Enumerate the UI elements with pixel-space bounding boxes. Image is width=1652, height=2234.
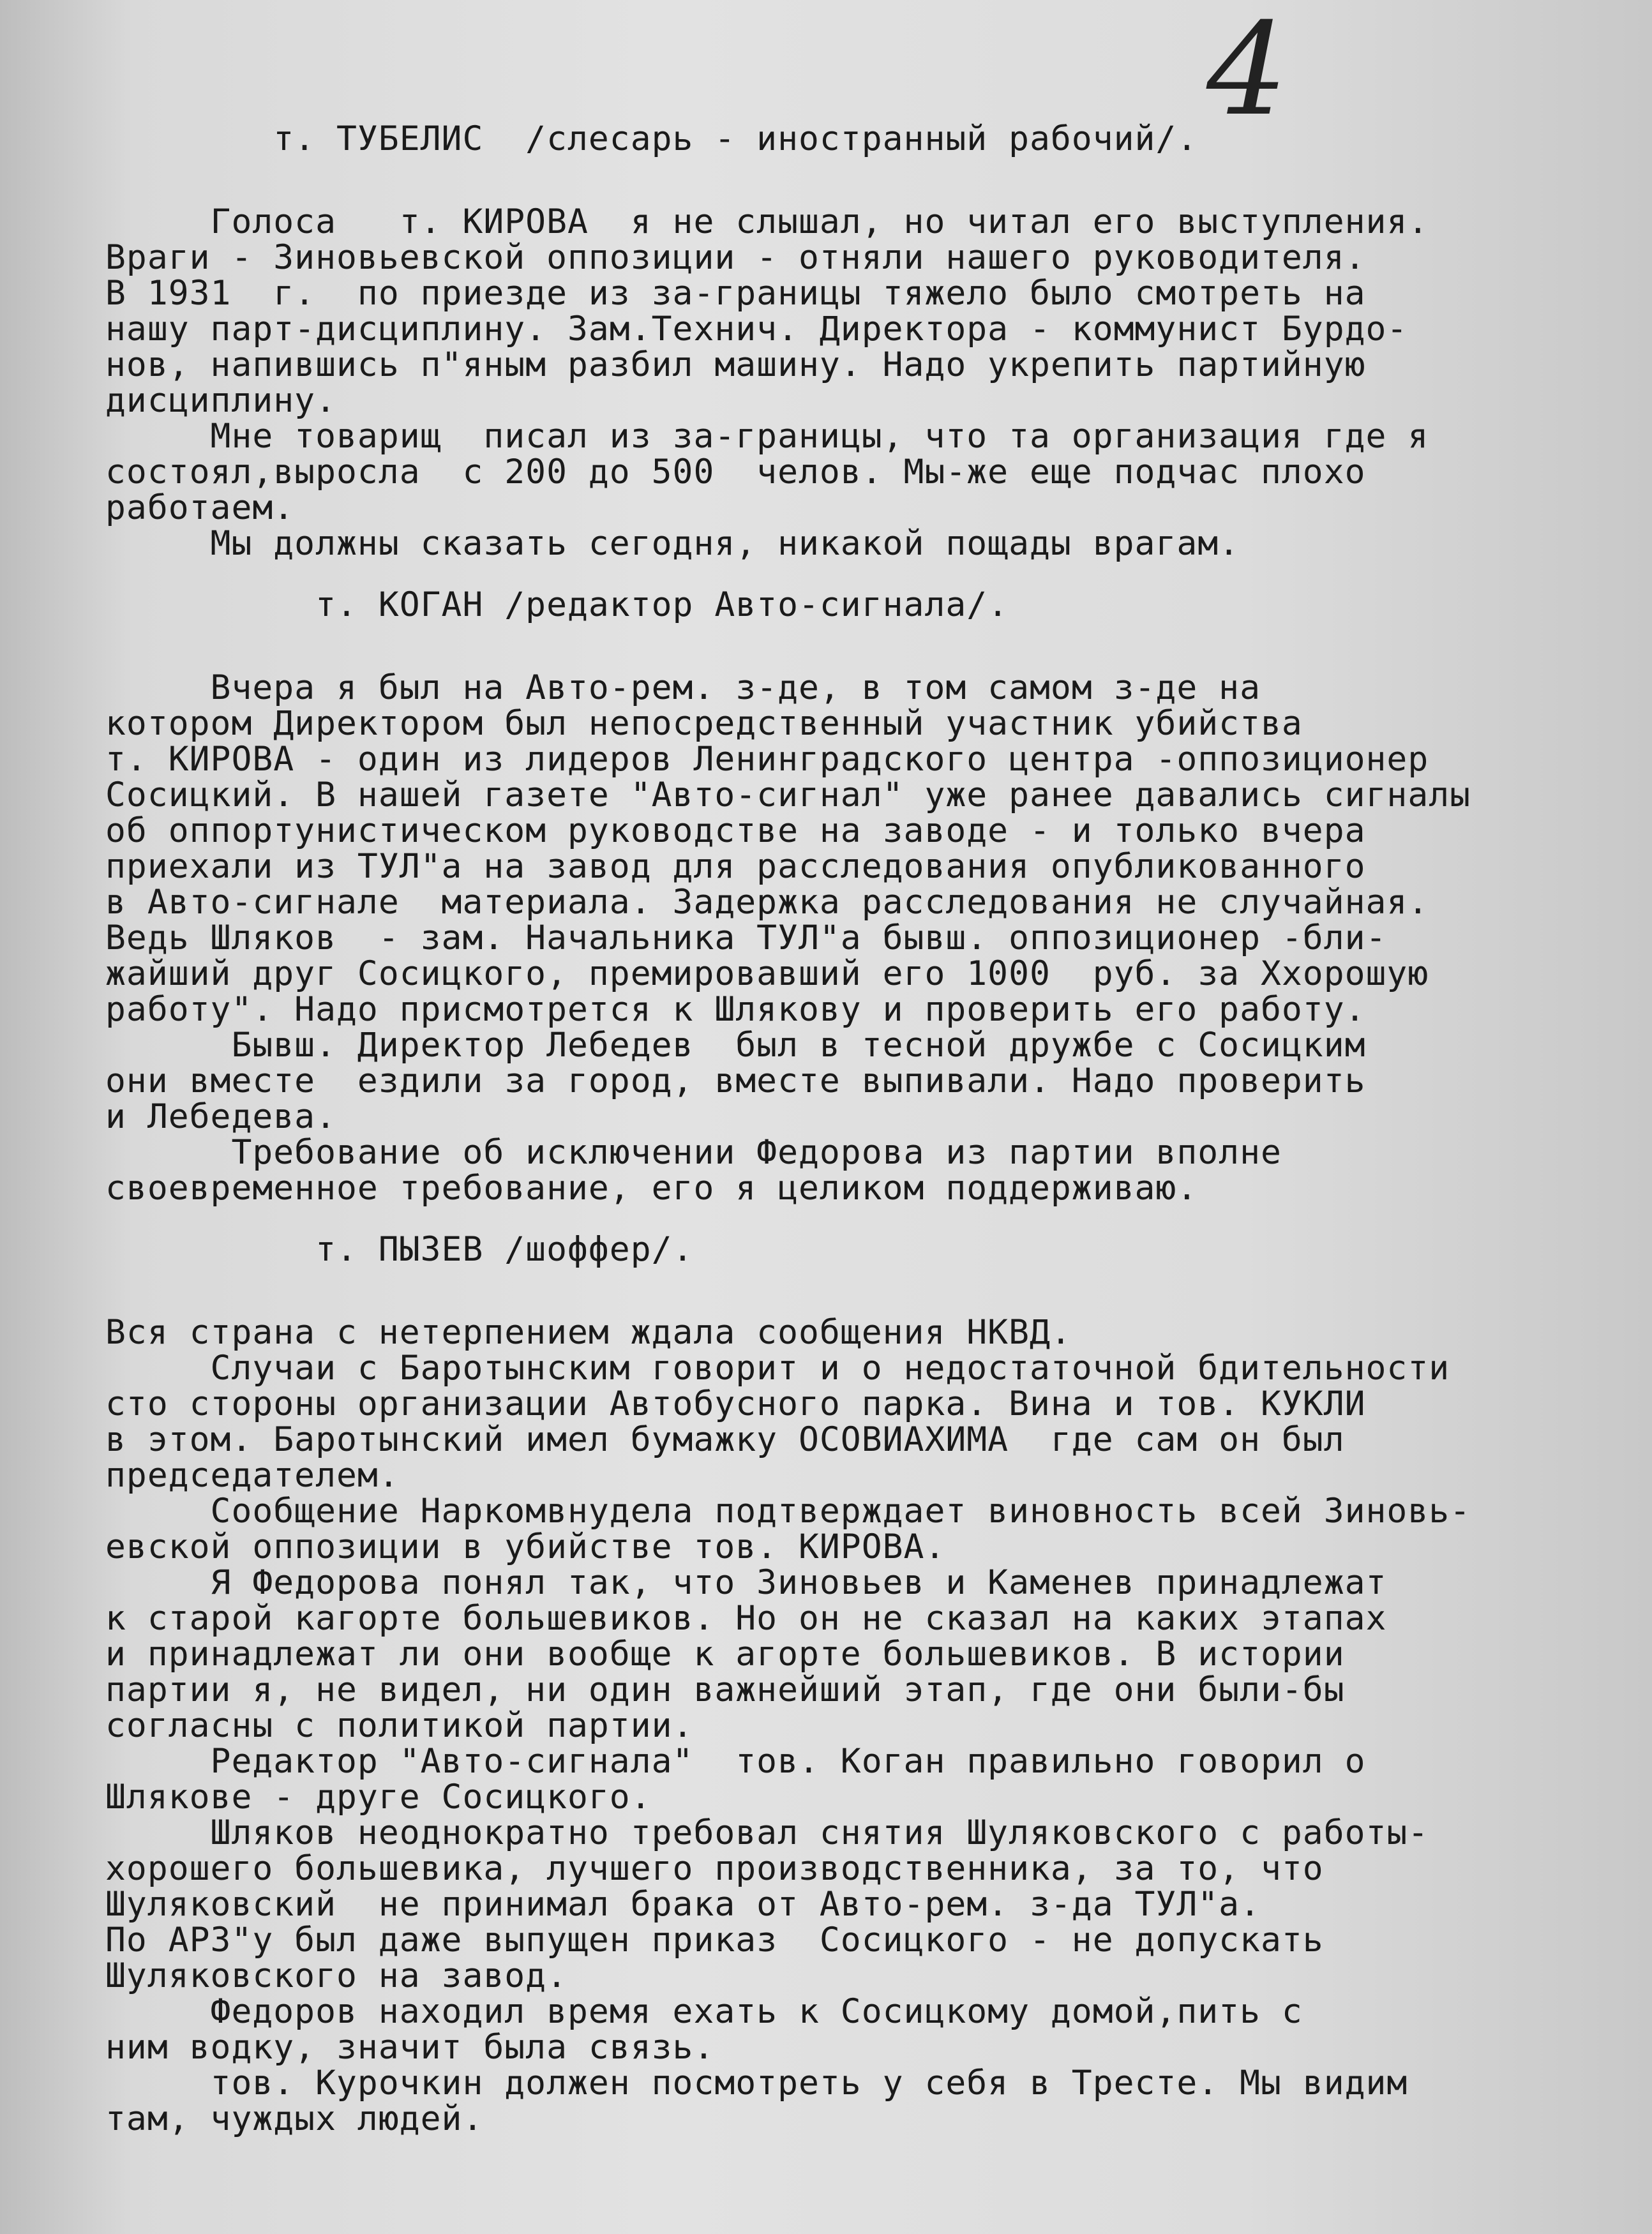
text-line: в Авто-сигнале материала. Задержка расследования не случайная. [105,883,1429,922]
text-line: своевременное требование, его я целиком поддерживаю. [105,1169,1198,1208]
text-line: работу". Надо присмотрется к Шлякову и проверить его работу. [105,990,1366,1029]
text-line: работаем. [105,488,295,527]
text-line: к старой кагорте большевиков. Но он не сказал на каких этапах [105,1599,1387,1638]
page-number: 4 [1206,0,1288,144]
block-gap [105,96,1548,121]
text-line: и Лебедева. [105,1097,336,1136]
text-line: ним водку, значит была связь. [105,2028,715,2067]
text-line: Мне товарищ писал из за-границы, что та организация где я [105,417,1429,456]
text-line: они вместе ездили за город, вместе выпивали. Надо проверить [105,1061,1366,1100]
text-line: Случаи с Баротынским говорит и о недостаточной бдительности [105,1349,1450,1388]
text-line: Я Федорова понял так, что Зиновьев и Каменев принадлежат [105,1563,1387,1602]
document-body [105,96,1548,2137]
text-line: Ведь Шляков - зам. Начальника ТУЛ"а бывш. оппозиционер -бли- [105,918,1387,957]
text-line: состоял,выросла с 200 до 500 челов. Мы-же еще подчас плохо [105,453,1366,491]
text-line: в этом. Баротынский имел бумажку ОСОВИАХИМА где сам он был [105,1420,1345,1459]
text-line: об оппортунистическом руководстве на заводе - и только вчера [105,811,1366,850]
block-gap [105,1268,1548,1315]
text-line: Вчера я был на Авто-рем. з-де, в том самом з-де на [105,668,1261,707]
text-line: жайший друг Сосицкого, премировавший его 1000 руб. за Ххорошую [105,954,1429,993]
text-line: и принадлежат ли они вообще к агорте большевиков. В истории [105,1635,1345,1674]
text-line: там, чуждых людей. [105,2099,484,2138]
text-line: партии я, не видел, ни один важнейший этап, где они были-бы [105,1670,1345,1709]
text-line: Редактор "Авто-сигнала" тов. Коган правильно говорил о [105,1742,1366,1781]
text-line: приехали из ТУЛ"а на завод для расследования опубликованного [105,847,1366,886]
text-line: Вся страна с нетерпением ждала сообщения НКВД. [105,1313,1072,1352]
block-gap [105,562,1548,587]
text-line: сто стороны организации Автобусного парка. Вина и тов. КУКЛИ [105,1384,1366,1423]
text-line: евской оппозиции в убийстве тов. КИРОВА. [105,1527,946,1566]
text-line: Бывш. Директор Лебедев был в тесной дружбе с Сосицким [105,1026,1366,1065]
block-gap [105,157,1548,204]
speaker-heading: т. ТУБЕЛИС /слесарь - иностранный рабочий/. [105,119,1198,158]
speech-paragraph [105,670,1548,1206]
text-line: т. КИРОВА - один из лидеров Ленинградского центра -оппозиционер [105,740,1429,779]
text-line: Шуляковского на завод. [105,1956,567,1995]
text-line: Шуляковский не принимал брака от Авто-рем. з-да ТУЛ"а. [105,1885,1261,1924]
text-line: согласны с политикой партии. [105,1706,694,1745]
text-line: В 1931 г. по приезде из за-границы тяжело было смотреть на [105,274,1366,313]
text-line: нов, напившись п"яным разбил машину. Надо укрепить партийную [105,345,1366,384]
text-line: председателем. [105,1456,400,1495]
text-line: дисциплину. [105,381,336,420]
text-line: хорошего большевика, лучшего производственника, за то, что [105,1849,1324,1888]
text-line: Сообщение Наркомвнудела подтверждает виновность всей Зиновь- [105,1492,1471,1531]
text-line: Враги - Зиновьевской оппозиции - отняли нашего руководителя. [105,238,1366,277]
block-gap [105,623,1548,670]
text-line: По АРЗ"у был даже выпущен приказ Сосицкого - не допускать [105,1921,1324,1960]
text-line: Мы должны сказать сегодня, никакой пощады врагам. [105,524,1240,563]
text-line: Голоса т. КИРОВА я не слышал, но читал его выступления. [105,202,1429,241]
speech-paragraph [105,1315,1548,2137]
text-line: котором Директором был непосредственный участник убийства [105,704,1303,743]
speech-paragraph [105,204,1548,562]
speaker-heading: т. КОГАН /редактор Авто-сигнала/. [105,585,1009,624]
speaker-heading: т. ПЫЗЕВ /шоффер/. [105,1230,694,1269]
text-line: Сосицкий. В нашей газете "Авто-сигнал" уже ранее давались сигналы [105,776,1471,814]
text-line: тов. Курочкин должен посмотреть у себя в Тресте. Мы видим [105,2064,1408,2103]
text-line: нашу парт-дисциплину. Зам.Технич. Директора - коммунист Бурдо- [105,310,1408,349]
text-line: Требование об исключении Федорова из партии вполне [105,1133,1282,1172]
text-line: Шляков неоднократно требовал снятия Шуляковского с работы- [105,1813,1429,1852]
block-gap [105,1206,1548,1232]
text-line: Шлякове - друге Сосицкого. [105,1778,652,1817]
text-line: Федоров находил время ехать к Сосицкому домой,пить с [105,1992,1303,2031]
